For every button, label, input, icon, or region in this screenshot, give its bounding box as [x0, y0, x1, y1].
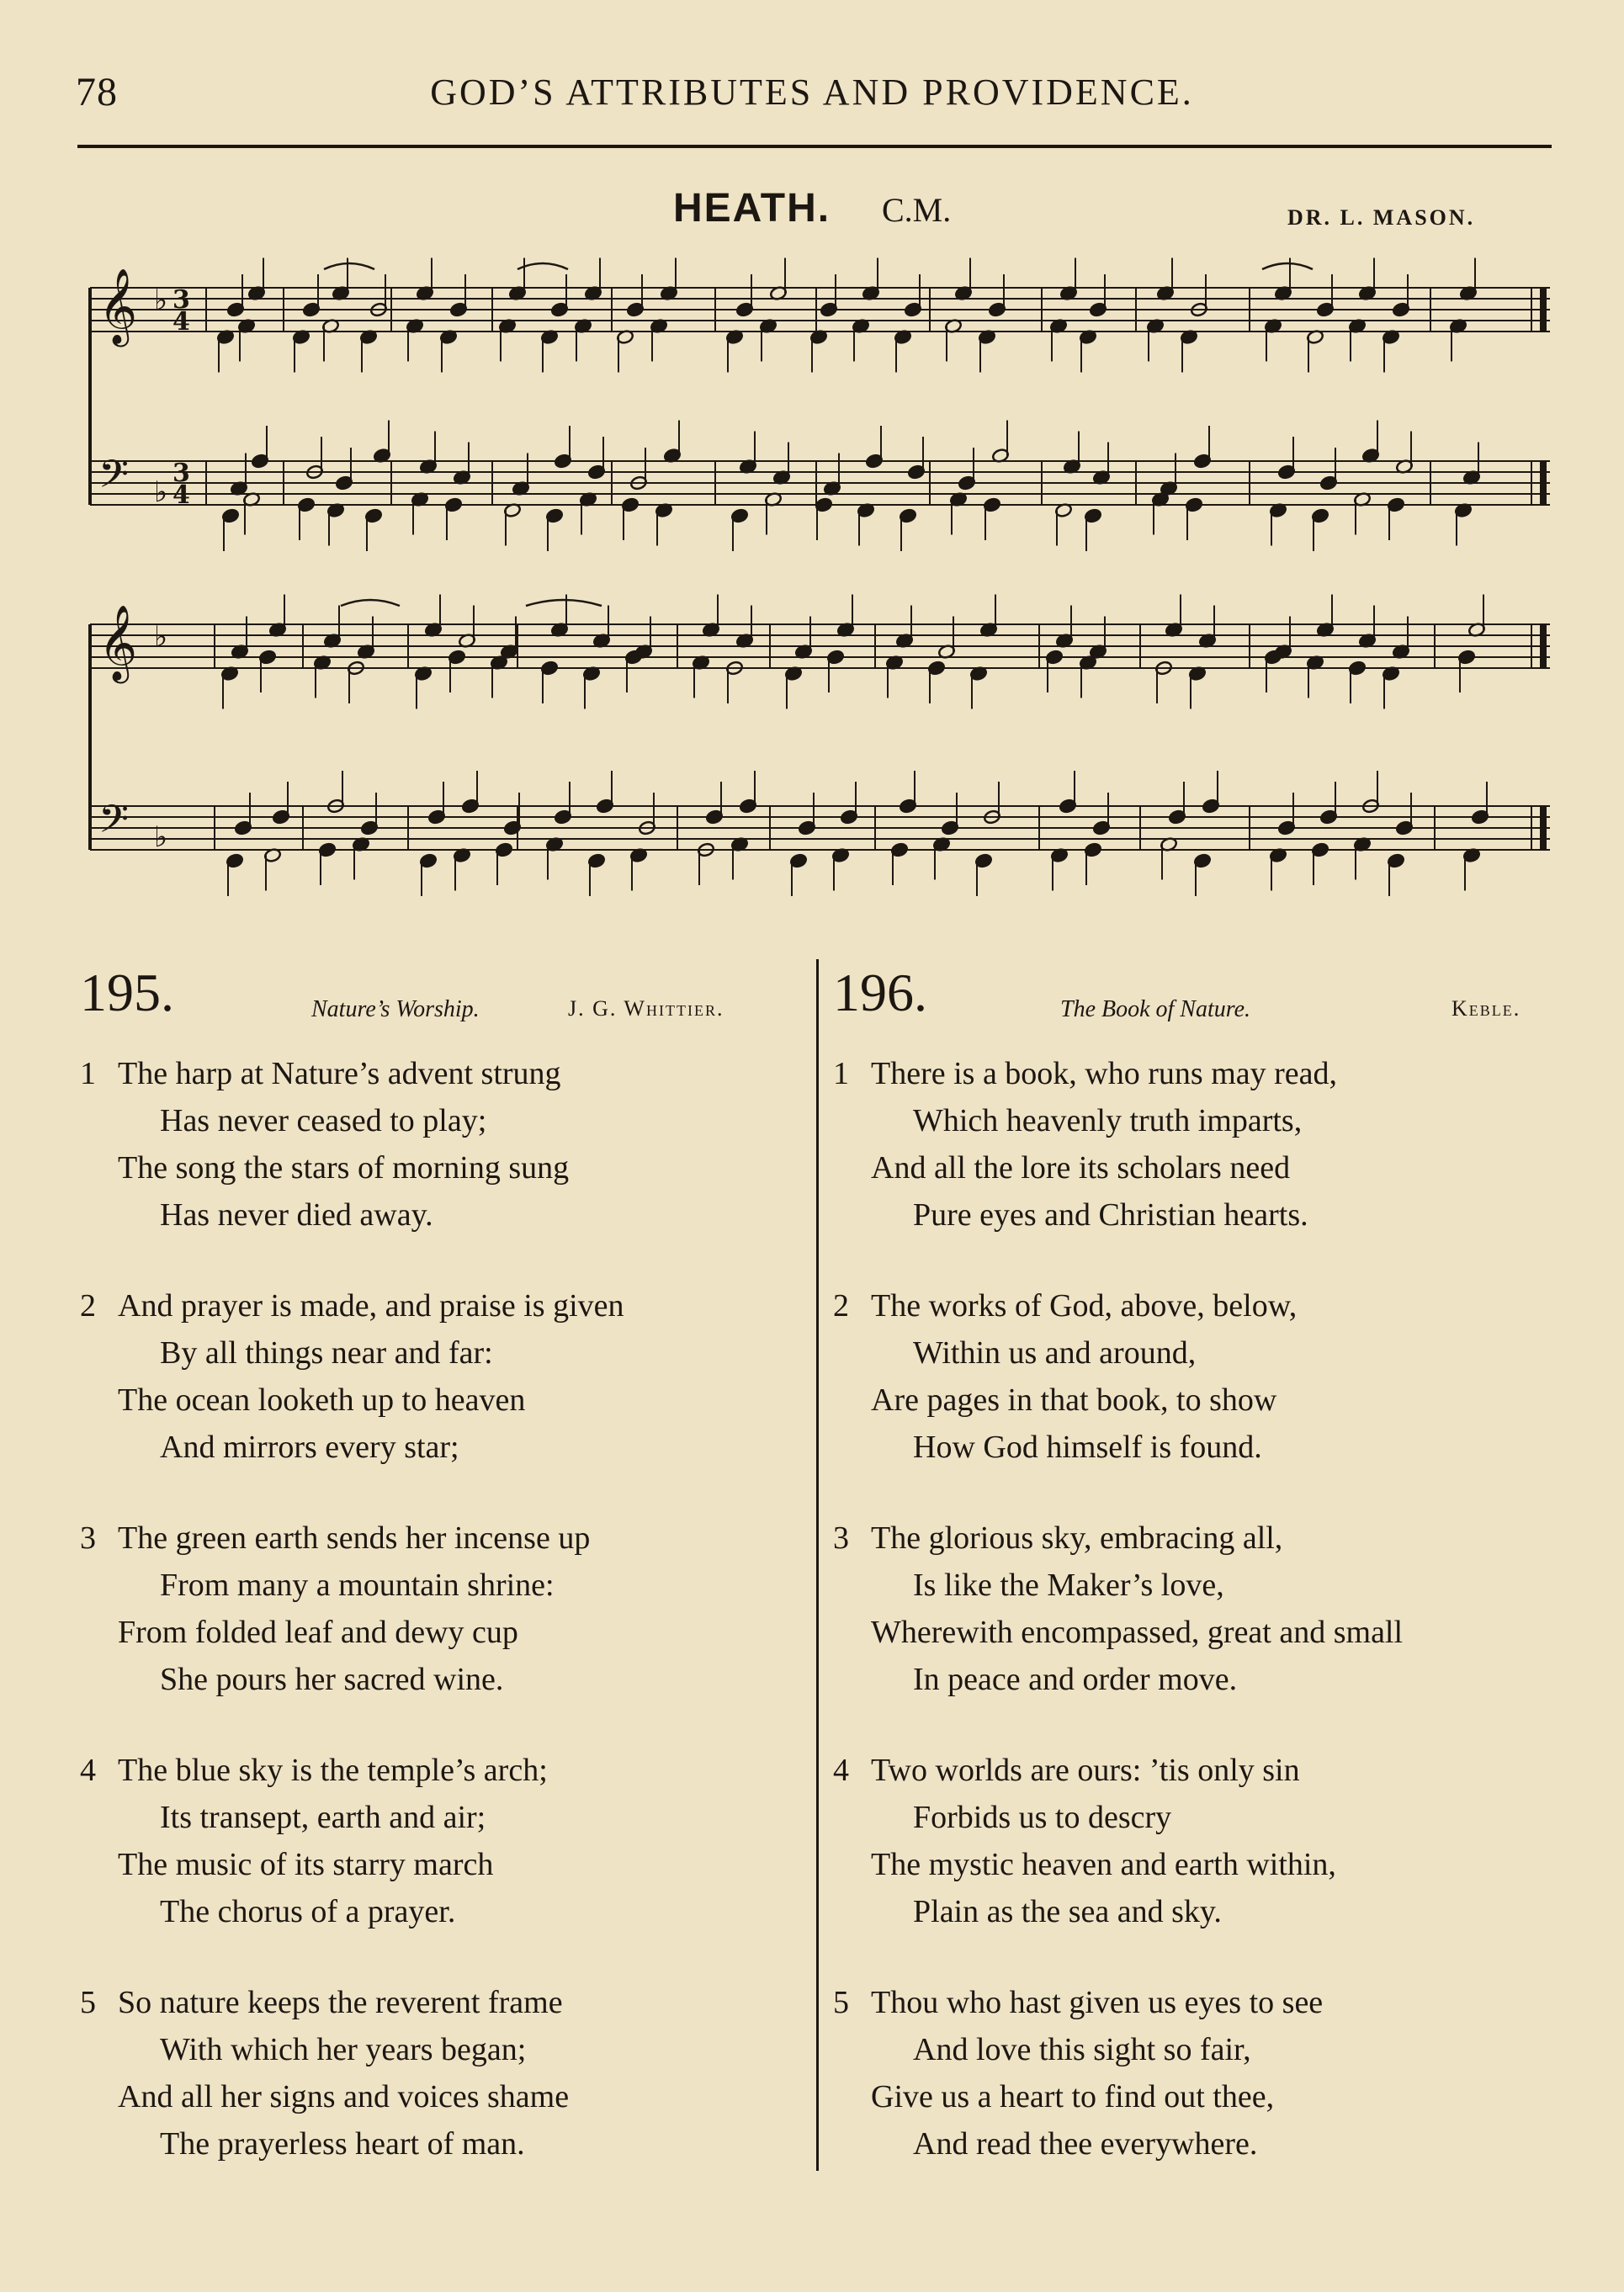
hymn-author: Keble.: [1452, 996, 1521, 1021]
hymn-number: 195.: [80, 963, 174, 1022]
stanza-number: 2: [80, 1288, 96, 1324]
stanza-number: 4: [833, 1753, 849, 1788]
hymn-subject: The Book of Nature.: [1060, 996, 1251, 1022]
final-bar-line: [1540, 288, 1547, 332]
verse-line: And read thee everywhere.: [913, 2126, 1258, 2162]
tune-composer: DR. L. MASON.: [1287, 205, 1476, 230]
music-system-2: [88, 581, 1557, 896]
bass-clef-icon: 𝄢: [98, 797, 130, 852]
time-signature-top: 3: [172, 459, 190, 488]
verse-line: The prayerless heart of man.: [160, 2126, 525, 2162]
verse-line: And all her signs and voices shame: [118, 2079, 570, 2114]
verse-line: The ocean looketh up to heaven: [118, 1382, 526, 1418]
music-score-2: [88, 581, 1557, 896]
flat-icon: ♭: [154, 620, 168, 654]
time-signature-bottom: 4: [172, 307, 190, 337]
verse-line: Give us a heart to find out thee,: [871, 2079, 1275, 2114]
music-system-1: [88, 252, 1557, 555]
verse-line: And all the lore its scholars need: [871, 1150, 1291, 1186]
verse-line: The song the stars of morning sung: [118, 1150, 570, 1186]
final-bar-line: [1540, 624, 1547, 668]
section-title: GOD’S ATTRIBUTES AND PROVIDENCE.: [430, 72, 1194, 113]
hymn-author: J. G. Whittier.: [568, 996, 724, 1021]
running-head: [76, 69, 1548, 119]
verse-line: The harp at Nature’s advent strung: [118, 1056, 561, 1091]
verse-line: In peace and order move.: [913, 1662, 1238, 1697]
verse-line: The mystic heaven and earth within,: [871, 1847, 1336, 1882]
verse-line: Has never died away.: [160, 1197, 433, 1233]
verse-line: The works of God, above, below,: [871, 1288, 1298, 1324]
verse-line: She pours her sacred wine.: [160, 1662, 504, 1697]
final-bar-line: [1540, 806, 1547, 850]
stanza-number: 1: [833, 1056, 849, 1091]
hymn-195: [80, 963, 804, 2162]
verse-line: Within us and around,: [913, 1335, 1197, 1371]
verse-line: There is a book, who runs may read,: [871, 1056, 1338, 1091]
stanza-number: 5: [833, 1985, 849, 2020]
slur: [324, 263, 374, 269]
verse-line: Has never ceased to play;: [160, 1103, 487, 1138]
verse-line: By all things near and far:: [160, 1335, 493, 1371]
hymn-196: [833, 963, 1565, 2162]
hymn-number: 196.: [833, 963, 927, 1022]
verse-line: How God himself is found.: [913, 1430, 1262, 1465]
time-signature-bottom: 4: [172, 480, 190, 510]
verse-line: Pure eyes and Christian hearts.: [913, 1197, 1308, 1233]
verse-line: Forbids us to descry: [913, 1800, 1172, 1835]
hymn-header: [80, 963, 804, 1029]
verse-line: The green earth sends her incense up: [118, 1520, 591, 1556]
stanza-number: 5: [80, 1985, 96, 2020]
verse-line: The glorious sky, embracing all,: [871, 1520, 1283, 1556]
hymn-subject: Nature’s Worship.: [311, 996, 480, 1022]
tune-name: HEATH.: [673, 186, 831, 231]
treble-clef-icon: 𝄞: [98, 605, 138, 681]
verse-line: Its transept, earth and air;: [160, 1800, 486, 1835]
page-number: 78: [76, 70, 118, 114]
verse-line: And love this sight so fair,: [913, 2032, 1251, 2067]
stanza-number: 4: [80, 1753, 96, 1788]
verse-line: From many a mountain shrine:: [160, 1568, 555, 1603]
verse-line: The blue sky is the temple’s arch;: [118, 1753, 548, 1788]
verse-line: Two worlds are ours: ’tis only sin: [871, 1753, 1300, 1788]
treble-clef-icon: 𝄞: [98, 268, 138, 344]
verse-line: So nature keeps the reverent frame: [118, 1985, 563, 2020]
verse-line: The chorus of a prayer.: [160, 1894, 456, 1929]
tune-meter: C.M.: [882, 191, 952, 229]
verse-line: Is like the Maker’s love,: [913, 1568, 1224, 1603]
flat-icon: ♭: [154, 820, 168, 854]
stanza-number: 2: [833, 1288, 849, 1324]
stanza-number: 3: [833, 1520, 849, 1556]
hymn-header: [833, 963, 1565, 1029]
verse-line: Wherewith encompassed, great and small: [871, 1615, 1404, 1650]
verse-line: Plain as the sea and sky.: [913, 1894, 1222, 1929]
stanza-number: 3: [80, 1520, 96, 1556]
flat-icon: ♭: [154, 475, 168, 509]
verse-line: The music of its starry march: [118, 1847, 494, 1882]
final-bar-line: [1540, 461, 1547, 505]
music-score-1: [88, 252, 1557, 555]
bass-clef-icon: 𝄢: [98, 452, 130, 507]
slur: [1262, 263, 1313, 269]
time-signature-top: 3: [172, 285, 190, 315]
verse-line: Which heavenly truth imparts,: [913, 1103, 1303, 1138]
slur: [526, 600, 602, 606]
stanza-number: 1: [80, 1056, 96, 1091]
verse-line: Are pages in that book, to show: [871, 1382, 1277, 1418]
column-divider: [816, 959, 819, 2171]
verse-line: And mirrors every star;: [160, 1430, 459, 1465]
verse-line: Thou who hast given us eyes to see: [871, 1985, 1324, 2020]
slur: [341, 600, 400, 606]
flat-icon: ♭: [154, 284, 168, 317]
verse-line: And prayer is made, and praise is given: [118, 1288, 624, 1324]
header-rule: [77, 145, 1552, 148]
verse-line: From folded leaf and dewy cup: [118, 1615, 518, 1650]
verse-line: With which her years began;: [160, 2032, 527, 2067]
